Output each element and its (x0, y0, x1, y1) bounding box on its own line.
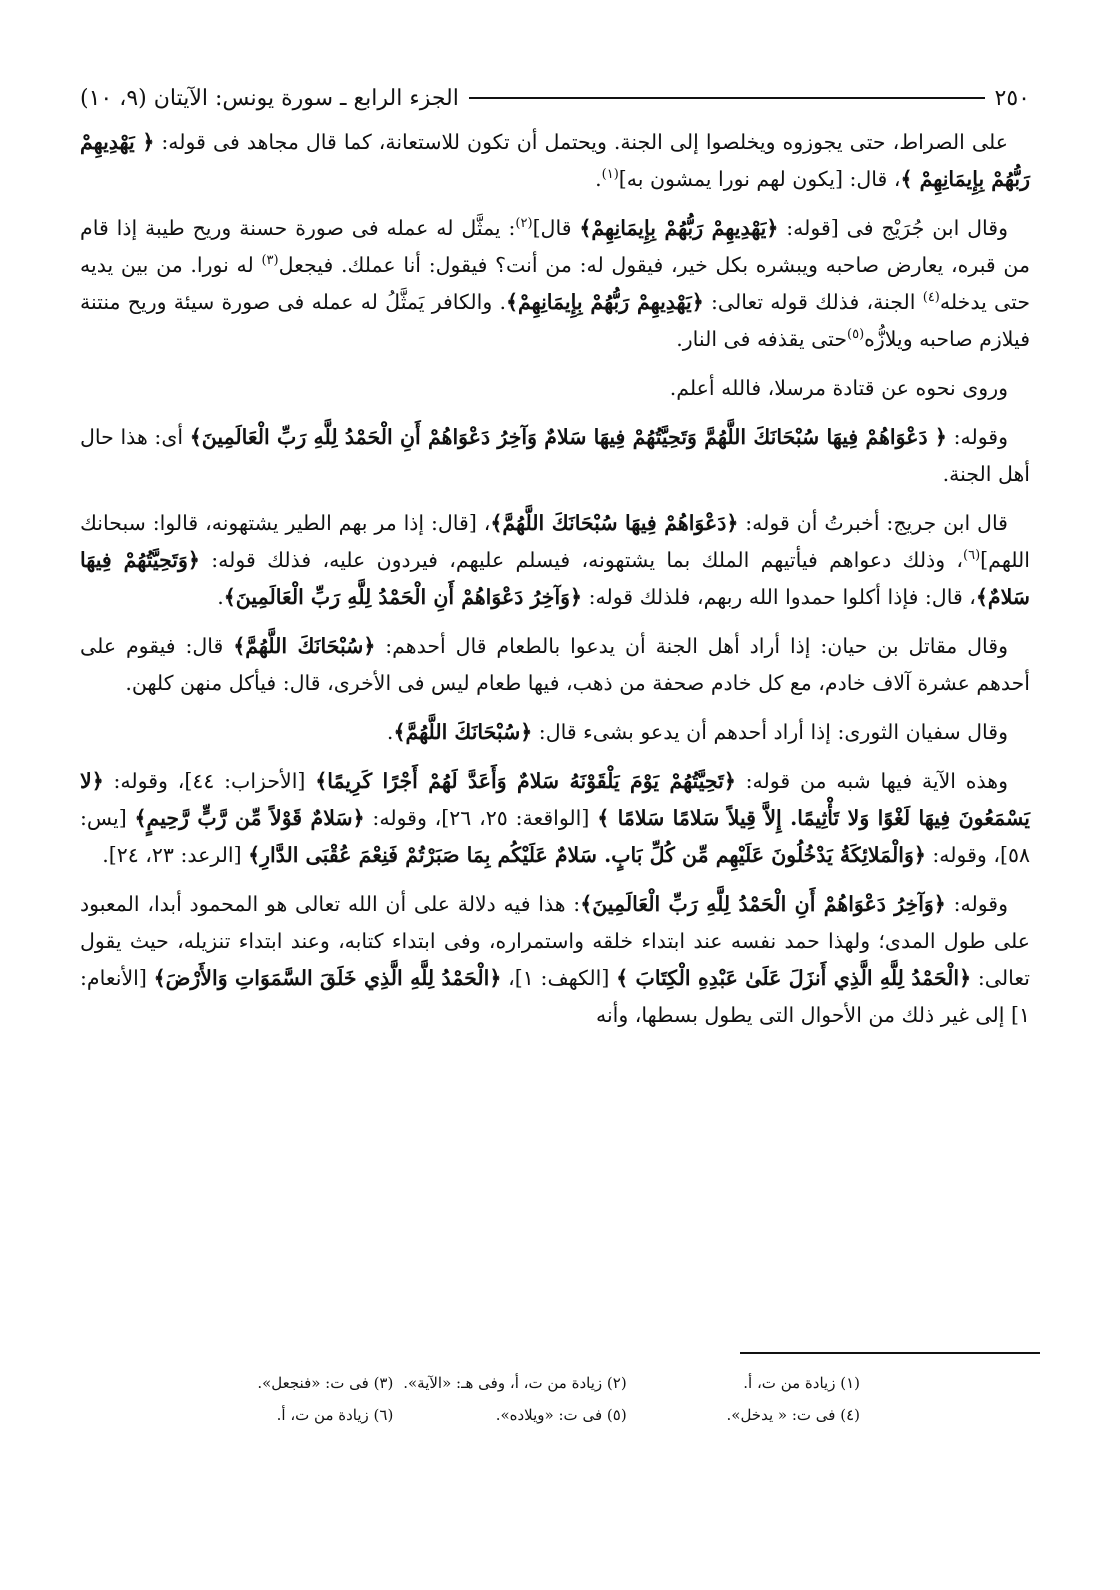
footnote-ref: (١) (601, 167, 619, 183)
paragraph-text: [الرعد: ٢٣، ٢٤]. (102, 843, 249, 867)
footnote-ref: (٥) (847, 327, 865, 343)
paragraph-text: الجنة، فذلك قوله تعالى: (703, 290, 923, 314)
body-text (80, 124, 1030, 1034)
paragraph-text: [الواقعة: ٢٥، ٢٦]، وقوله: (364, 806, 598, 830)
paragraph (80, 714, 1030, 751)
quran-verse: ﴿سَلامٌ قَوْلاً مِّن رَّبٍّ رَّحِيمٍ﴾ (134, 806, 365, 830)
running-title: الجزء الرابع ـ سورة يونس: الآيتان (٩، ١٠) (80, 85, 459, 111)
quran-verse: ﴿تَحِيَّتُهُمْ يَوْمَ يَلْقَوْنَهُ سَلامٌ وَأَعَدَّ لَهُمْ أَجْرًا كَرِيمًا﴾ (315, 769, 736, 793)
paragraph-text: قال ابن جريج: أخبرتُ أن قوله: (738, 511, 1008, 535)
paragraph-text: [الأنعام: ١] إلى غير ذلك من الأحوال التى يطول بسطها، وأنه (80, 966, 1030, 1027)
paragraph-text: وقال مقاتل بن حيان: إذا أراد أهل الجنة أن يدعوا بالطعام قال أحدهم: (375, 634, 1008, 658)
paragraph-text: له نورا. من بين يديه حتى يدخله (80, 253, 1030, 314)
quran-verse: ﴿سُبْحَانَكَ اللَّهُمَّ﴾ (233, 634, 376, 658)
footnote: (٢) زيادة من ت، أ، وفى هـ: «الآية». (403, 1374, 627, 1392)
quran-verse: ﴿سُبْحَانَكَ اللَّهُمَّ﴾ (393, 720, 533, 744)
paragraph-text: ، وذلك دعواهم فيأتيهم الملك بما يشتهونه، فيسلم عليهم، فيردون عليه، فذلك قوله: (199, 548, 964, 572)
footnote-ref: (٦) (963, 548, 981, 564)
quran-verse: ﴿وَتَحِيَّتُهُمْ فِيهَا سَلامٌ﴾ (80, 548, 1030, 609)
paragraph-text: وقوله: (945, 892, 1009, 916)
quran-verse: ﴿الْحَمْدُ لِلَّهِ الَّذِي أَنزَلَ عَلَىٰ عَبْدِهِ الْكِتَابَ ﴾ (616, 966, 972, 990)
footnote: (١) زيادة من ت، أ. (743, 1374, 860, 1392)
paragraph-text: : يمثَّل له عمله فى صورة حسنة وريح طيبة إذا قام من قبره، يعارض صاحبه ويبشره بكل خير، فيقول له: من أنت؟ فيقول: أنا عملك. فيجعل (80, 216, 1030, 277)
paragraph-text: وروى نحوه عن قتادة مرسلا، فالله أعلم. (669, 376, 1008, 400)
footnote: (٦) زيادة من ت، أ. (276, 1406, 394, 1424)
paragraph-text: . والكافر يَمثَّلُ له عمله فى صورة سيئة وريح منتنة فيلازم صاحبه ويلازُّه (80, 290, 1030, 351)
paragraph-text: [يس: ٥٨]، وقوله: (80, 806, 1030, 867)
paragraph-text: وقال سفيان الثورى: إذا أراد أحدهم أن يدعو بشىء قال: (532, 720, 1008, 744)
paragraph (80, 124, 1030, 198)
quran-verse: ﴿يَهْدِيهِمْ رَبُّهُمْ بِإِيمَانِهِمْ﴾ (505, 290, 704, 314)
paragraph-text: حتى يقذفه فى النار. (676, 327, 848, 351)
paragraph-text: . (595, 167, 602, 191)
paragraph (80, 419, 1030, 493)
page (80, 78, 1030, 1046)
quran-verse: ﴿لا يَسْمَعُونَ فِيهَا لَغْوًا وَلا تَأْثِيمًا. إِلاَّ قِيلاً سَلامًا سَلامًا ﴾ (80, 769, 1030, 830)
paragraph-text: ، قال: فإذا أكلوا حمدوا الله ربهم، فلذلك قوله: (582, 585, 976, 609)
paragraph (80, 370, 1030, 407)
quran-verse: ﴿ دَعْوَاهُمْ فِيهَا سُبْحَانَكَ اللَّهُمَّ وَتَحِيَّتُهُمْ فِيهَا سَلامٌ وَآخِرُ دَعْوَاهُمْ أَنِ الْحَمْدُ لِلَّهِ رَبِّ الْعَالَمِينَ﴾ (189, 425, 947, 449)
paragraph-text: : هذا فيه دلالة على أن الله تعالى هو المحمود أبدا، المعبود على طول المدى؛ ولهذا حمد نفسه عند ابتداء خلقه واستمراره، وفى ابتداء كتابه، وعند ابتداء تنزيله، حيث يقول تعالى: (80, 892, 1030, 990)
paragraph-text: ، [قال: إذا مر بهم الطير يشتهونه، قالوا: سبحانك اللهم] (80, 511, 1030, 572)
paragraph-text: . (386, 720, 394, 744)
header-rule (469, 97, 985, 99)
footnote: (٥) فى ت: «ويلاده». (495, 1406, 627, 1424)
footnote: (٣) فى ت: «فنجعل». (257, 1374, 394, 1392)
paragraph-text: وقوله: (946, 425, 1009, 449)
footnote-ref: (٤) (922, 290, 940, 306)
paragraph (80, 505, 1030, 616)
paragraph (80, 763, 1030, 874)
quran-verse: ﴿وَالْمَلائِكَةُ يَدْخُلُونَ عَلَيْهِم مِّن كُلِّ بَابٍ. سَلامٌ عَلَيْكُم بِمَا صَبَرْتُمْ فَنِعْمَ عُقْبَى الدَّارِ﴾ (248, 843, 926, 867)
paragraph-text: قال] (532, 216, 580, 240)
paragraph-text: قال: فيقوم على أحدهم عشرة آلاف خادم، مع كل خادم صحفة من ذهب، فيها طعام ليس فى الأخرى، قال: فيأكل منهن كلهن. (80, 634, 1030, 695)
paragraph (80, 210, 1030, 358)
page-header (80, 78, 1030, 118)
paragraph-text: وهذه الآية فيها شبه من قوله: (735, 769, 1008, 793)
paragraph-text: وقال ابن جُرَيْج فى [قوله: (778, 216, 1008, 240)
quran-verse: ﴿دَعْوَاهُمْ فِيهَا سُبْحَانَكَ اللَّهُمَّ﴾ (490, 511, 739, 535)
footnote-rule (740, 1352, 1040, 1354)
quran-verse: ﴿ يَهْدِيهِمْ رَبُّهُمْ بِإِيمَانِهِمْ ﴾ (80, 130, 1030, 191)
quran-verse: ﴿وَآخِرُ دَعْوَاهُمْ أَنِ الْحَمْدُ لِلَّهِ رَبِّ الْعَالَمِينَ﴾ (580, 892, 946, 916)
paragraph (80, 628, 1030, 702)
quran-verse: ﴿وَآخِرُ دَعْوَاهُمْ أَنِ الْحَمْدُ لِلَّهِ رَبِّ الْعَالَمِينَ﴾ (223, 585, 583, 609)
footnote-ref: (٢) (515, 216, 533, 232)
paragraph-text: [الكهف: ١]، (501, 966, 617, 990)
paragraph-text: على الصراط، حتى يجوزوه ويخلصوا إلى الجنة. ويحتمل أن تكون للاستعانة، كما قال مجاهد فى قوله: (154, 130, 1008, 154)
quran-verse: ﴿الْحَمْدُ لِلَّهِ الَّذِي خَلَقَ السَّمَوَاتِ وَالأَرْضَ﴾ (153, 966, 502, 990)
footnote: (٤) فى ت: « يدخل». (726, 1406, 860, 1424)
footnotes (160, 1370, 860, 1428)
paragraph-text: أى: هذا حال أهل الجنة. (80, 425, 1030, 486)
footnote-ref: (٣) (261, 253, 279, 269)
paragraph-text: ، قال: [يكون لهم نورا يمشون به] (618, 167, 901, 191)
page-number: ٢٥٠ (994, 85, 1030, 111)
paragraph (80, 886, 1030, 1034)
paragraph-text: [الأحزاب: ٤٤]، وقوله: (103, 769, 316, 793)
quran-verse: ﴿يَهْدِيهِمْ رَبُّهُمْ بِإِيمَانِهِمْ﴾ (579, 216, 779, 240)
paragraph-text: . (217, 585, 224, 609)
